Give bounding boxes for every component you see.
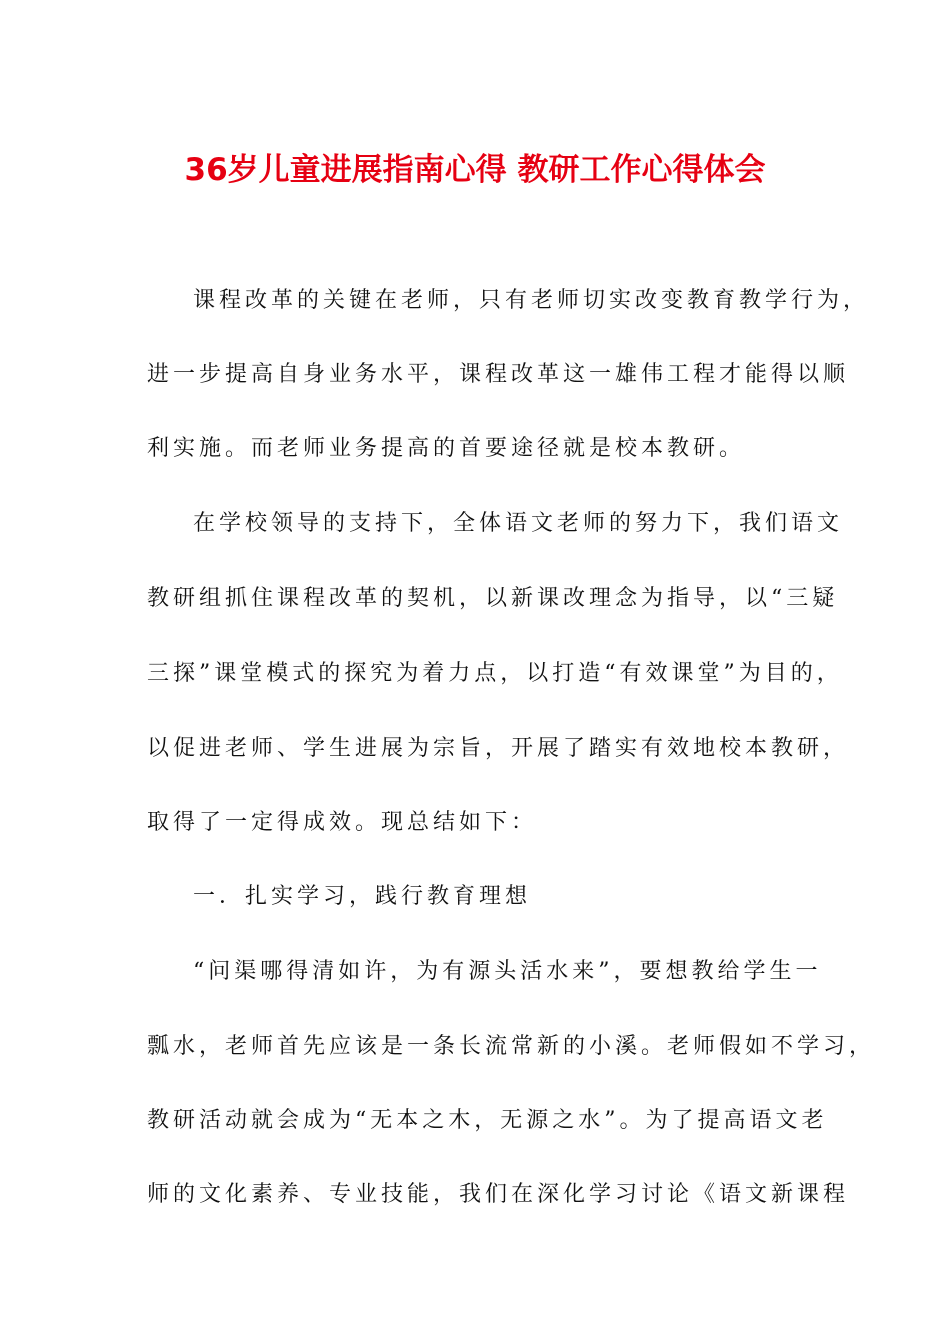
paragraph-line: 进一步提高自身业务水平，课程改革这一雄伟工程才能得以顺: [147, 362, 850, 387]
section-heading: 一．扎实学习，践行教育理想: [193, 884, 532, 909]
paragraph-line: 三探”课堂模式的探究为着力点，以打造“有效课堂”为目的，: [147, 661, 843, 686]
paragraph-line: 利实施。而老师业务提高的首要途径就是校本教研。: [147, 436, 746, 461]
paragraph-line: 瓢水，老师首先应该是一条长流常新的小溪。老师假如不学习，: [147, 1034, 876, 1059]
paragraph-line: 在学校领导的支持下，全体语文老师的努力下，我们语文: [193, 511, 844, 536]
paragraph-line: 师的文化素养、专业技能，我们在深化学习讨论《语文新课程: [147, 1182, 850, 1207]
paragraph-line: 教研组抓住课程改革的契机，以新课改理念为指导，以“三疑: [147, 586, 839, 611]
document-title: 36岁儿童进展指南心得 教研工作心得体会: [184, 152, 766, 188]
paragraph-line: 以促进老师、学生进展为宗旨，开展了踏实有效地校本教研，: [147, 736, 850, 761]
paragraph-line: “问渠哪得清如许，为有源头活水来”，要想教给学生一: [193, 959, 822, 984]
paragraph-line: 取得了一定得成效。现总结如下：: [147, 810, 538, 835]
paragraph-line: 教研活动就会成为“无本之木，无源之水”。为了提高语文老: [147, 1108, 828, 1133]
paragraph-line: 课程改革的关键在老师，只有老师切实改变教育教学行为，: [193, 288, 870, 313]
